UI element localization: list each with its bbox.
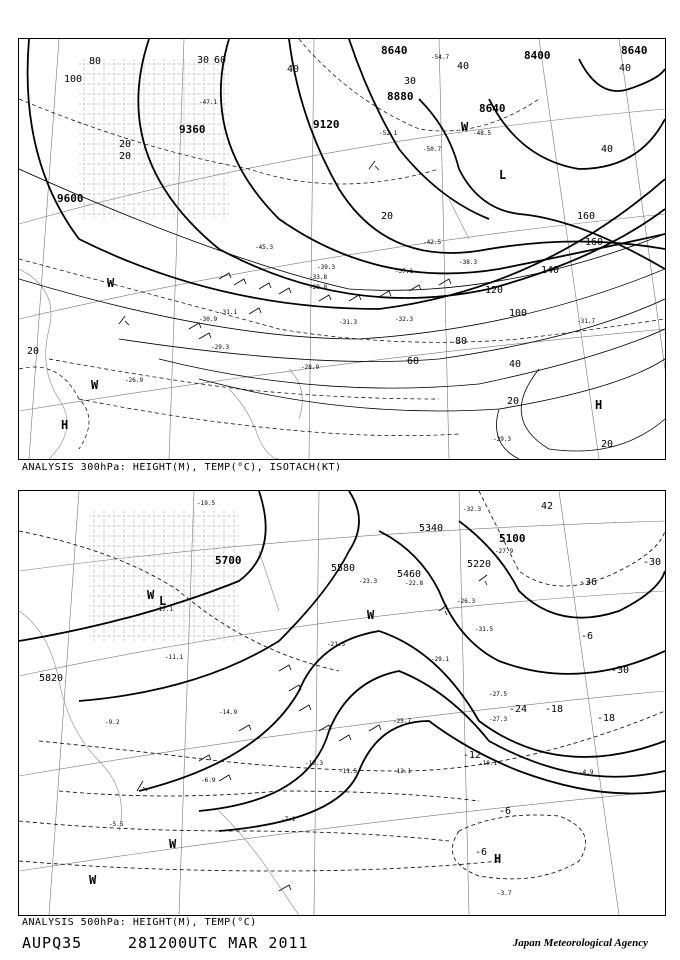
temperature-value: -3.7 [497,890,512,897]
isotach-label: 20 [601,439,614,450]
isotherm-label: -18 [545,704,564,715]
warm-center-marker: W [107,276,115,290]
temperature-value: -13.3 [305,760,324,767]
warm-center-marker: W [367,608,375,622]
temperature-value: -10.1 [479,760,498,767]
temperature-value: -45.3 [255,244,274,251]
map-300hpa [19,39,665,459]
temperature-value: -4.9 [579,769,594,776]
isotach-label: 140 [541,265,560,276]
temperature-value: -47.1 [199,99,218,106]
height-label: 5820 [39,673,64,684]
warm-center-marker: W [169,837,177,851]
high-pressure-marker: H [61,418,69,432]
isotach-label: 20 [119,139,132,150]
hatched-area [79,59,229,219]
temperature-value: -29.3 [493,436,512,443]
height-label: 5460 [397,569,422,580]
temperature-value: -17.1 [155,606,174,613]
temperature-value: -31.1 [219,309,238,316]
isotach-label: 160 [577,211,596,222]
temperature-value: -52.1 [379,130,398,137]
high-pressure-marker: H [595,398,603,412]
temperature-value: -22.8 [405,580,424,587]
temperature-value: -11.5 [339,768,358,775]
temperature-value: -31.3 [339,319,358,326]
height-label: 8640 [479,102,506,115]
temperature-value: -27.3 [489,716,508,723]
height-label: 8640 [621,44,648,57]
temperature-value: -38.3 [459,259,478,266]
product-id: AUPQ35 [22,934,83,952]
temperature-value: -29.8 [309,284,328,291]
height-label: 8880 [387,90,414,103]
isotach-label: 20 [381,211,394,222]
isotach-label: 30 [404,76,417,87]
temperature-value: -19.5 [197,500,216,507]
isotach-label: 80 [455,336,468,347]
temperature-value: -14.9 [219,709,238,716]
caption-500hpa: ANALYSIS 500hPa: HEIGHT(M), TEMP(°C) [22,917,257,928]
isotherm-label: -24 [509,704,528,715]
map-500hpa [19,491,665,915]
temperature-value: -29.3 [211,344,230,351]
isotach-label: 40 [601,144,614,155]
isotherm-label: -6 [581,631,594,642]
isotach-label: 100 [64,74,83,85]
chart-500hpa [18,490,666,916]
temperature-value: -50.7 [423,146,442,153]
warm-center-marker: W [91,378,99,392]
isotherm-label: -30 [643,557,662,568]
height-label: 5700 [215,554,242,567]
temperature-value: -28.9 [301,364,320,371]
temperature-value: -48.5 [473,130,492,137]
warm-center-marker: W [147,588,155,602]
height-label: 9120 [313,118,340,131]
temperature-value: -23.3 [359,578,378,585]
temperature-value: -30.9 [199,316,218,323]
temperature-value: -54.7 [431,54,450,61]
caption-300hpa: ANALYSIS 300hPa: HEIGHT(M), TEMP(°C), ISOTACH(KT) [22,462,342,473]
height-label: 5220 [467,559,492,570]
valid-time: 281200UTC MAR 2011 [128,934,309,952]
agency-name: Japan Meteorological Agency [512,937,648,949]
isotach-label: 20 [119,151,132,162]
isotach-label: 40 [457,61,470,72]
isotherm-label: -6 [475,847,488,858]
height-label: 5100 [499,532,526,545]
temperature-value: -11.1 [165,654,184,661]
temperature-value: -27.9 [495,548,514,555]
temperature-value: -32.3 [463,506,482,513]
temperature-value: -27.5 [489,691,508,698]
temperature-value: -5.5 [109,821,124,828]
isotach-label: 30 [197,55,210,66]
isotach-label: 40 [619,63,632,74]
isotherm-label: 42 [541,501,554,512]
isotherm-label: -36 [579,577,598,588]
high-pressure-marker: H [494,852,502,866]
temperature-value: -26.3 [457,598,476,605]
isotach-label: 60 [407,356,420,367]
temperature-value: -37.1 [395,268,414,275]
temperature-value: -9.2 [105,719,120,726]
height-label: 5580 [331,563,356,574]
temperature-value: -31.5 [475,626,494,633]
isotach-label: 40 [287,64,300,75]
isotach-label: 20 [507,396,520,407]
isotach-label: 40 [509,359,522,370]
height-label: 8400 [524,49,551,62]
temperature-value: -26.9 [125,377,144,384]
temperature-value: -31.7 [577,318,596,325]
temperature-value: -12.1 [393,768,412,775]
isotach-label: 120 [485,285,504,296]
isotherm-label: -6 [499,806,512,817]
temperature-value: -7.1 [281,816,296,823]
temperature-value: -33.8 [309,274,328,281]
isotach-label: 160 [585,237,604,248]
coastline [19,199,469,459]
temperature-value: -21.5 [327,641,346,648]
height-label: 9360 [179,123,206,136]
isotherm-label: -30 [611,665,630,676]
temperature-value: -42.5 [423,239,442,246]
height-label: 9600 [57,192,84,205]
height-label: 5340 [419,523,444,534]
height-label: 8640 [381,44,408,57]
warm-center-marker: W [89,873,97,887]
low-pressure-marker: L [499,168,507,182]
isotherm-label: -12 [463,750,482,761]
temperature-value: -39.3 [317,264,336,271]
low-pressure-marker: L [159,594,167,608]
isotach-label: 100 [509,308,528,319]
isotach-label: 20 [27,346,40,357]
temperature-value: -6.9 [201,777,216,784]
chart-300hpa [18,38,666,460]
isotherm-label: -18 [597,713,616,724]
temperature-value: -25.7 [393,718,412,725]
isotach-label: 60 [214,55,227,66]
isotach-label: 80 [89,56,102,67]
temperature-value: -29.1 [431,656,450,663]
temperature-value: -32.3 [395,316,414,323]
warm-center-marker: W [461,120,469,134]
